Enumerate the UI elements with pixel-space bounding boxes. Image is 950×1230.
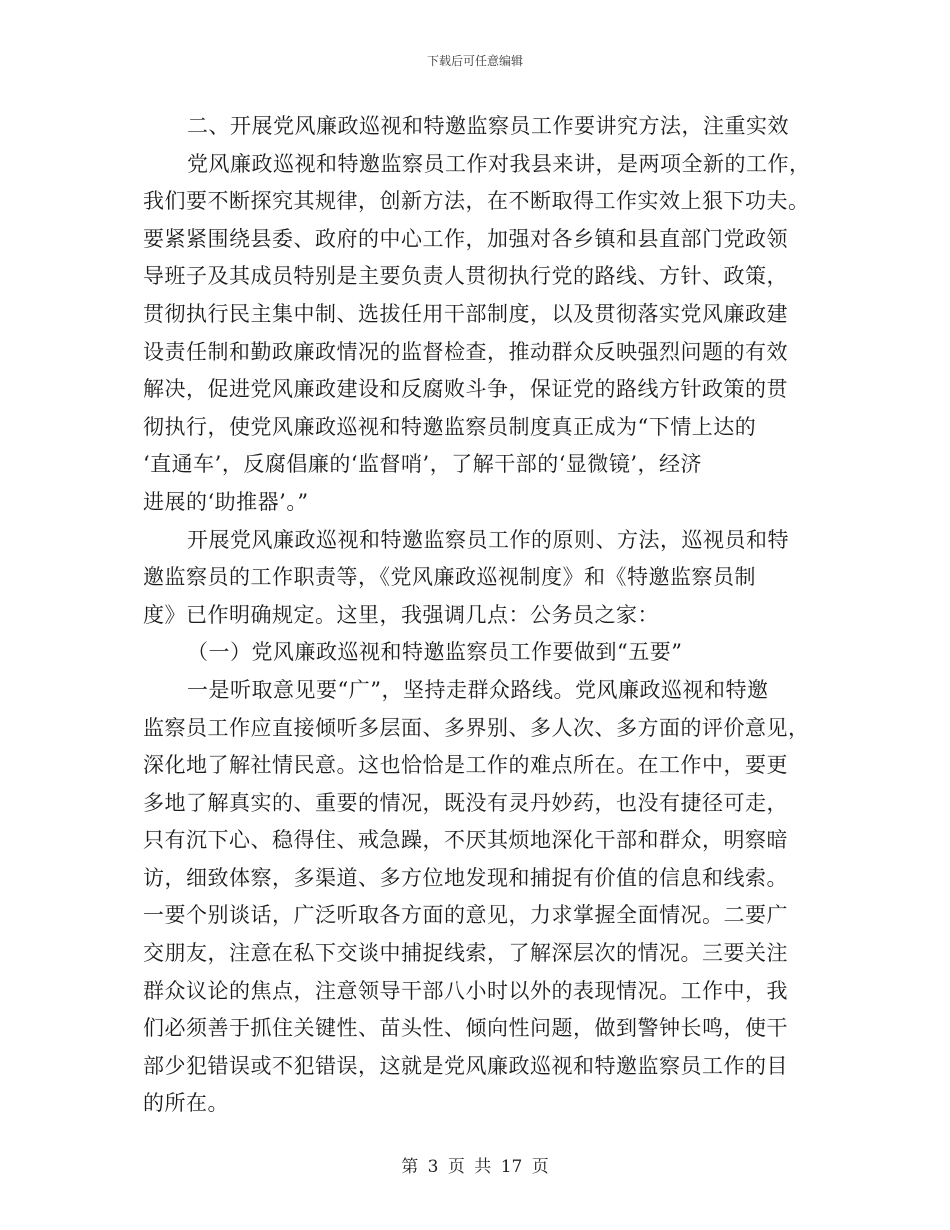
paragraph-line: 交朋友，注意在私下交谈中捕捉线索，了解深层次的情况。三要关注: [143, 941, 788, 966]
paragraph-line: 贯彻执行民主集中制、选拔任用干部制度，以及贯彻落实党风廉政建: [143, 301, 788, 326]
paragraph-line: 访，细致体察，多渠道、多方位地发现和捕捉有价值的信息和线索。: [143, 865, 788, 890]
paragraph-line: 们必须善于抓住关键性、苗头性、倾向性问题，做到警钟长鸣，使干: [143, 1016, 788, 1041]
page-header-note: 下载后可任意编辑: [426, 54, 523, 68]
paragraph-line: 要紧紧围绕县委、政府的中心工作，加强对各乡镇和县直部门党政领: [143, 226, 788, 251]
paragraph-line: 度》已作明确规定。这里，我强调几点：公务员之家：: [143, 602, 659, 627]
subsection-heading: （一）党风廉政巡视和特邀监察员工作要做到“五要”: [187, 640, 683, 665]
document-body: [143, 108, 811, 1123]
paragraph-line: 开展党风廉政巡视和特邀监察员工作的原则、方法，巡视员和特: [187, 527, 789, 552]
paragraph-line: ‘直通车’，反腐倡廉的‘监督哨’，了解干部的‘显微镜’，经济: [143, 452, 703, 477]
paragraph-line: 解决，促进党风廉政建设和反腐败斗争，保证党的路线方针政策的贯: [143, 377, 788, 402]
paragraph-line: 进展的‘助推器’。”: [143, 489, 309, 514]
paragraph-line: 一是听取意见要“广”，坚持走群众路线。党风廉政巡视和特邀: [187, 677, 769, 702]
paragraph-line: 邀监察员的工作职责等，《党风廉政巡视制度》和《特邀监察员制: [143, 565, 756, 590]
paragraph-line: 只有沉下心、稳得住、戒急躁，不厌其烦地深化干部和群众，明察暗: [143, 828, 788, 853]
paragraph-line: 党风廉政巡视和特邀监察员工作对我县来讲，是两项全新的工作，: [187, 151, 811, 176]
paragraph-line: 群众议论的焦点，注意领导干部八小时以外的表现情况。工作中，我: [143, 978, 788, 1003]
paragraph-line: 导班子及其成员特别是主要负责人贯彻执行党的路线、方针、政策，: [143, 264, 788, 289]
page-number: 第 3 页 共 17 页: [401, 1157, 549, 1177]
paragraph-line: 一要个别谈话，广泛听取各方面的意见，力求掌握全面情况。二要广: [143, 903, 788, 928]
paragraph-line: 我们要不断探究其规律，创新方法，在不断取得工作实效上狠下功夫。: [143, 189, 810, 214]
paragraph-line: 多地了解真实的、重要的情况，既没有灵丹妙药，也没有捷径可走，: [143, 790, 788, 815]
paragraph-line: 监察员工作应直接倾听多层面、多界别、多人次、多方面的评价意见，: [143, 715, 810, 740]
section-heading: 二、开展党风廉政巡视和特邀监察员工作要讲究方法，注重实效: [187, 114, 789, 138]
paragraph-line: 深化地了解社情民意。这也恰恰是工作的难点所在。在工作中，要更: [143, 753, 788, 778]
paragraph-line: 部少犯错误或不犯错误，这就是党风廉政巡视和特邀监察员工作的目: [143, 1053, 788, 1078]
paragraph-line: 的所在。: [143, 1091, 229, 1116]
paragraph-line: 彻执行，使党风廉政巡视和特邀监察员制度真正成为“下情上达的: [143, 414, 757, 439]
paragraph-line: 设责任制和勤政廉政情况的监督检查，推动群众反映强烈问题的有效: [143, 339, 788, 364]
